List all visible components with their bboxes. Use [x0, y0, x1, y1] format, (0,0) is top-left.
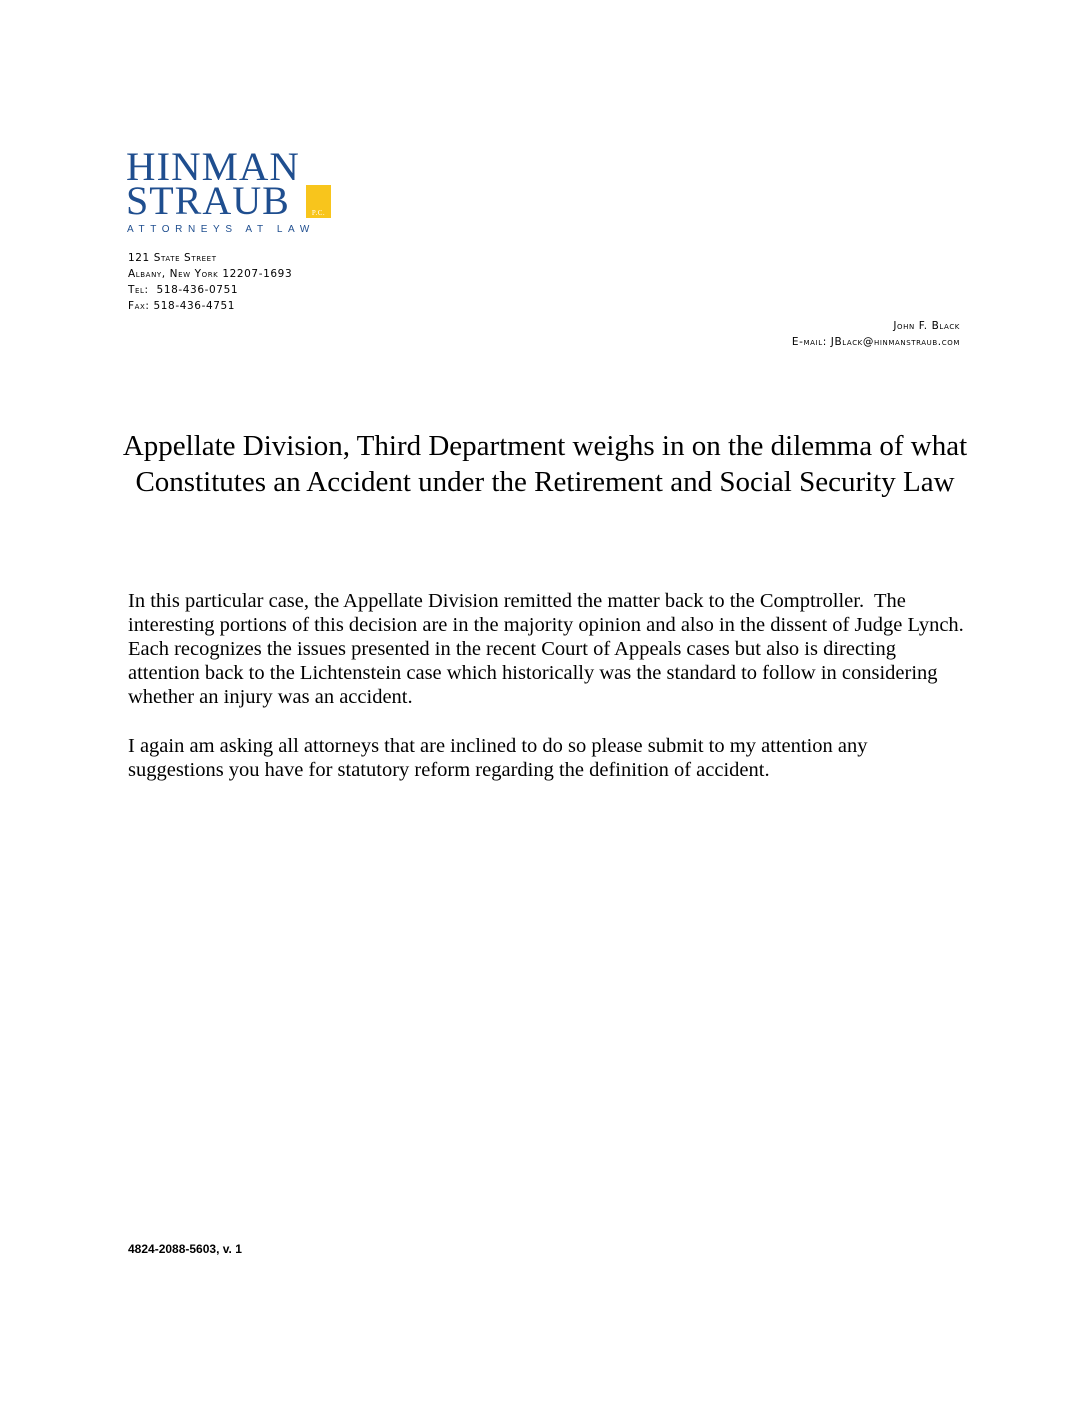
firm-address — [128, 250, 292, 314]
logo-pc-text: P.C. — [311, 209, 326, 217]
body-paragraph: In this particular case, the Appellate Division remitted the matter back to the Comptroller. The interesting portions of this decision are in the majority opinion and also in the dissent of Judge Lynch. Each recognizes the issues presented in the recent Court of Appeals cases but also is directing attention back to the Lichtenstein case which historically was the standard to follow in considering whether an injury was an accident. — [128, 590, 975, 708]
document-id: 4824-2088-5603, v. 1 — [128, 1242, 242, 1256]
sender-name: John F. Black — [893, 320, 960, 332]
logo-tagline: ATTORNEYS AT LAW — [127, 224, 315, 235]
address-city: Albany, New York 12207-1693 — [128, 268, 293, 280]
sender-email: E-mail: JBlack@hinmanstraub.com — [791, 336, 960, 348]
body-paragraph: I again am asking all attorneys that are inclined to do so please submit to my attention any suggestions you have for statutory reform regarding the definition of accident. — [128, 735, 868, 781]
document-title: Appellate Division, Third Department weighs in on the dilemma of what Constitutes an Accident under the Retirement and Social Security Law — [122, 430, 968, 498]
firm-logo — [124, 144, 339, 239]
address-fax: Fax: 518-436-4751 — [128, 300, 236, 312]
logo-pc-box — [306, 185, 331, 218]
address-tel: Tel: 518-436-0751 — [128, 284, 239, 296]
logo-line-straub: STRAUB — [126, 178, 290, 223]
sender-block — [792, 318, 960, 350]
address-street: 121 State Street — [128, 252, 217, 264]
logo-line-hinman: HINMAN — [126, 144, 300, 189]
